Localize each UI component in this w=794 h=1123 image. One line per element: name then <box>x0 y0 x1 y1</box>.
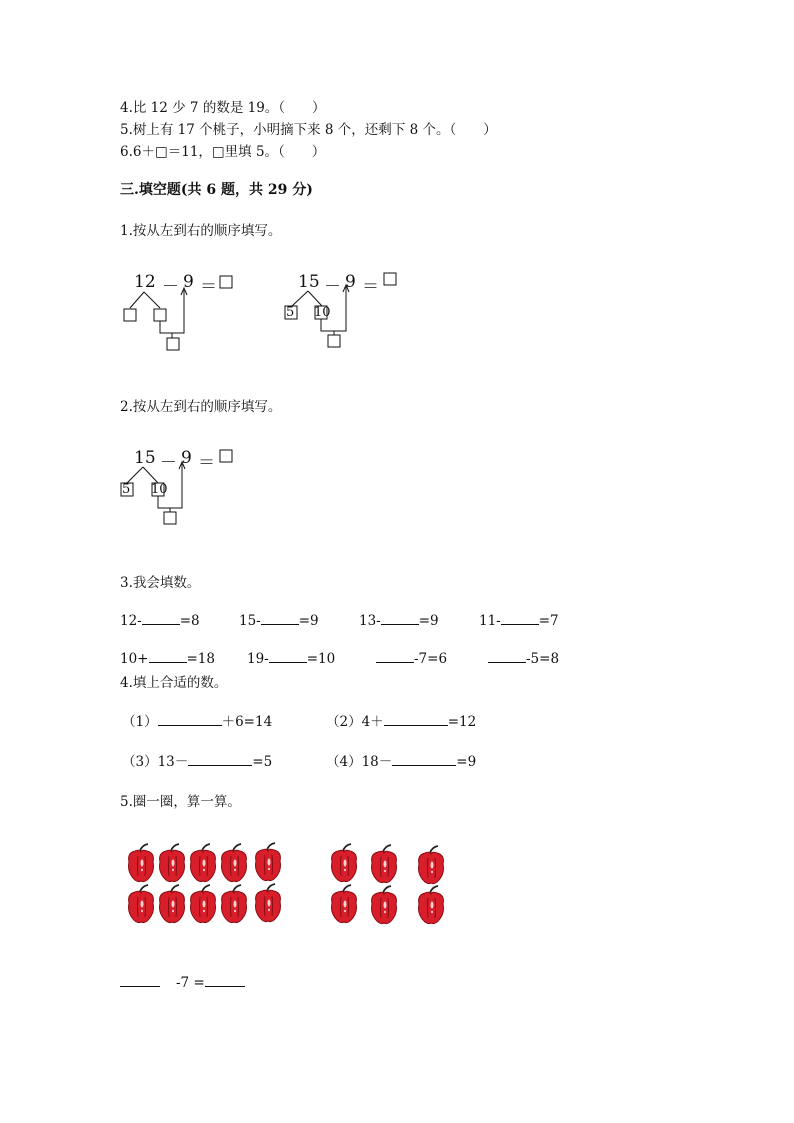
pepper-icon <box>256 843 281 881</box>
q4-item-1: （1） ＋6=14 <box>122 714 273 730</box>
q2-number-2: 9 <box>181 448 192 468</box>
q4-item-4: （4）18－ =9 <box>326 754 477 770</box>
pepper-icon <box>160 844 185 882</box>
q4-title: 4.填上合适的数。 <box>120 675 228 691</box>
q3-item-4: 11- =7 <box>479 613 559 629</box>
q1a-operator: － <box>162 277 179 297</box>
q1a-equals: ＝ <box>200 277 217 297</box>
pepper-icon <box>372 845 397 883</box>
judgement-item-5: 5.树上有 17 个桃子，小明摘下来 8 个，还剩下 8 个。（ ） <box>120 122 497 138</box>
q1b-operator: － <box>324 277 341 297</box>
q3-title: 3.我会填数。 <box>120 575 201 591</box>
q1b-equals: ＝ <box>362 277 379 297</box>
pepper-icon <box>129 885 154 923</box>
pepper-icon <box>222 885 247 923</box>
q3-item-3: 13- =9 <box>359 613 439 629</box>
q1b-number-2: 9 <box>345 272 356 292</box>
q1b-number-1: 15 <box>298 272 320 292</box>
q3-item-5: 10+ =18 <box>120 651 215 667</box>
q1-title: 1.按从左到右的顺序填写。 <box>120 223 282 239</box>
q2-split-value-2: 10 <box>151 482 168 497</box>
judgement-item-4: 4.比 12 少 7 的数是 19。（ ） <box>120 100 326 116</box>
q4-item-3: （3）13－ =5 <box>122 754 273 770</box>
q2-operator: － <box>160 453 177 473</box>
answer-blank[interactable] <box>205 974 245 987</box>
pepper-icon <box>191 844 216 882</box>
pepper-icon <box>256 884 281 922</box>
q3-item-6: 19- =10 <box>247 651 336 667</box>
q5-equation: -7 = <box>120 974 245 991</box>
q3-item-2: 15- =9 <box>239 613 319 629</box>
section3-title: 三.填空题(共 6 题，共 29 分) <box>120 182 313 198</box>
q1a-number-2: 9 <box>183 272 194 292</box>
q2-number-1: 15 <box>134 448 156 468</box>
judgement-item-6: 6.6＋□＝11，□里填 5。（ ） <box>120 144 326 160</box>
pepper-icon <box>129 844 154 882</box>
pepper-icon <box>160 885 185 923</box>
answer-blank[interactable] <box>120 974 160 987</box>
q2-split-value-1: 5 <box>122 482 131 497</box>
q1b-split-value-1: 5 <box>286 305 295 320</box>
q4-item-2: （2）4＋ =12 <box>326 714 477 730</box>
pepper-icon <box>419 846 444 884</box>
pepper-icon <box>419 886 444 924</box>
q3-item-1: 12- =8 <box>120 613 200 629</box>
pepper-icon <box>372 886 397 924</box>
pepper-icon <box>222 844 247 882</box>
q5-title: 5.圈一圈，算一算。 <box>120 794 241 810</box>
q2-equals: ＝ <box>198 453 215 473</box>
q1a-number-1: 12 <box>134 272 156 292</box>
pepper-icon <box>332 844 357 882</box>
q3-item-7: -7=6 <box>376 650 447 667</box>
q3-item-8: -5=8 <box>488 650 559 667</box>
pepper-icon <box>191 885 216 923</box>
q1b-split-value-2: 10 <box>314 305 331 320</box>
q2-title: 2.按从左到右的顺序填写。 <box>120 399 282 415</box>
pepper-icon <box>332 885 357 923</box>
